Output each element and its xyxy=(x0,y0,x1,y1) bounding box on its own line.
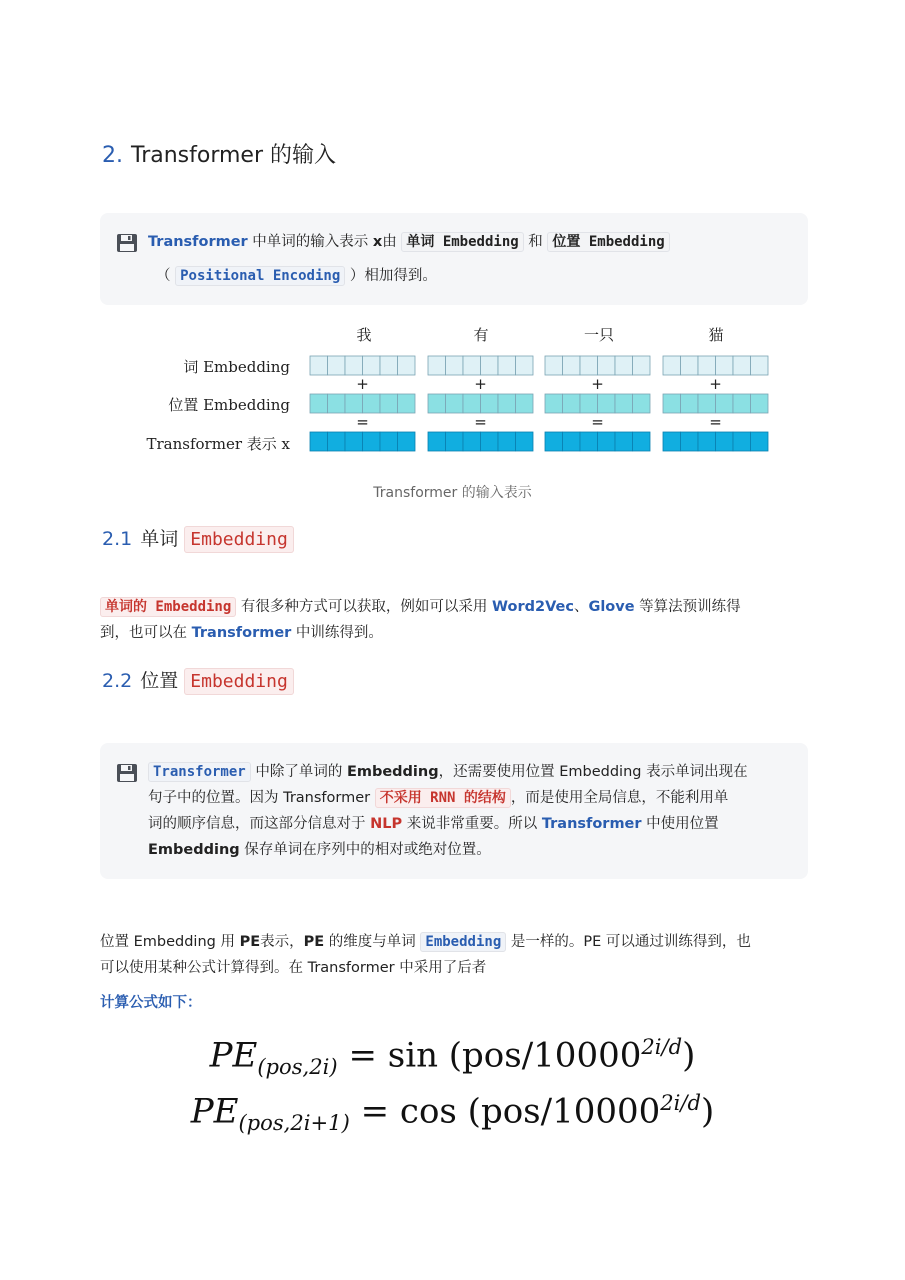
embedding-cell xyxy=(516,394,534,413)
code-position-embedding: 位置 Embedding xyxy=(547,232,669,252)
subheading-title: 位置 xyxy=(140,670,179,692)
term-transformer: Transformer xyxy=(541,816,642,832)
figure-label-word-embedding: 词 Embedding xyxy=(183,358,290,376)
embedding-cell xyxy=(545,432,563,451)
text: 等算法预训练得 xyxy=(634,599,741,615)
equals-operator: = xyxy=(356,413,369,431)
embedding-cell xyxy=(580,356,598,375)
embedding-cell xyxy=(615,432,633,451)
embedding-cell xyxy=(446,432,464,451)
embedding-cell xyxy=(345,356,363,375)
text: 中训练得到。 xyxy=(291,625,383,641)
embedding-cell xyxy=(363,394,381,413)
embedding-cell xyxy=(463,394,481,413)
embedding-cell xyxy=(328,394,346,413)
formula-term: PE xyxy=(190,1091,239,1132)
figure-caption: Transformer 的输入表示 xyxy=(373,485,532,501)
figure-word-2: 有 xyxy=(473,326,489,344)
paragraph-word-embedding xyxy=(100,594,741,646)
text: 保存单词在序列中的相对或绝对位置。 xyxy=(239,842,491,858)
code-word-embedding-red: 单词的 Embedding xyxy=(100,597,236,617)
text: 有很多种方式可以获取，例如可以采用 xyxy=(236,599,493,615)
embedding-cell xyxy=(716,432,734,451)
embedding-cell xyxy=(615,394,633,413)
embedding-cell xyxy=(380,432,398,451)
embedding-cell xyxy=(563,356,581,375)
formula-sin xyxy=(0,1034,905,1079)
embedding-cell xyxy=(516,432,534,451)
embedding-cell xyxy=(428,432,446,451)
embedding-cell xyxy=(328,356,346,375)
embedding-cell xyxy=(310,432,328,451)
figure-cells xyxy=(310,356,768,451)
callout2-line xyxy=(148,837,748,863)
code-embedding: Embedding xyxy=(420,932,506,952)
embedding-cell xyxy=(516,356,534,375)
embedding-cell xyxy=(545,394,563,413)
embedding-cell xyxy=(345,432,363,451)
term-nlp: NLP xyxy=(370,816,403,832)
text: （ xyxy=(156,268,176,284)
embedding-cell xyxy=(481,356,499,375)
text: 、 xyxy=(573,599,589,615)
embedding-cell xyxy=(580,394,598,413)
embedding-cell xyxy=(563,394,581,413)
term-glove: Glove xyxy=(588,599,635,615)
code-embedding: Embedding xyxy=(184,526,294,553)
para-line: 可以使用某种公式计算得到。在 Transformer 中采用了后者 xyxy=(100,960,487,976)
embedding-cell xyxy=(633,356,651,375)
embedding-cell xyxy=(733,432,751,451)
embedding-cell xyxy=(698,356,716,375)
embedding-cell xyxy=(328,432,346,451)
formula-superscript: 2i/d xyxy=(641,1034,683,1059)
plus-operator: + xyxy=(591,375,604,393)
paragraph-pe xyxy=(100,929,751,981)
code-embedding: Embedding xyxy=(184,668,294,695)
embedding-cell xyxy=(663,394,681,413)
code-no-rnn: 不采用 RNN 的结构 xyxy=(375,788,511,808)
embedding-cell xyxy=(498,356,516,375)
embedding-figure xyxy=(140,318,790,463)
embedding-cell xyxy=(633,432,651,451)
para-line xyxy=(100,929,751,955)
embedding-cell xyxy=(698,432,716,451)
subheading-title: 单词 xyxy=(140,528,179,550)
embedding-cell xyxy=(563,432,581,451)
embedding-cell xyxy=(310,356,328,375)
term-pe: PE xyxy=(303,934,325,950)
formula-cos xyxy=(0,1090,905,1135)
text: 中单词的输入表示 xyxy=(247,234,373,250)
subheading-number: 2.1 xyxy=(102,528,133,550)
equals-operator: = xyxy=(591,413,604,431)
text: 和 xyxy=(523,234,548,250)
code-positional-encoding: Positional Encoding xyxy=(175,266,345,286)
embedding-cell xyxy=(398,394,416,413)
embedding-cell xyxy=(363,432,381,451)
equals-operator: = xyxy=(474,413,487,431)
text: 词的顺序信息，而这部分信息对于 xyxy=(148,816,371,832)
embedding-cell xyxy=(751,394,769,413)
text: 中除了单词的 xyxy=(250,764,347,780)
embedding-cell xyxy=(428,394,446,413)
text: 表示， xyxy=(260,934,304,950)
text: 中使用位置 xyxy=(641,816,719,832)
code-transformer: Transformer xyxy=(148,762,251,782)
callout2-line xyxy=(148,785,748,811)
text: ，而是使用全局信息，不能利用单 xyxy=(510,790,729,806)
callout2-line xyxy=(148,811,748,837)
embedding-cell xyxy=(463,432,481,451)
para-line xyxy=(100,620,741,646)
embedding-cell xyxy=(481,432,499,451)
callout1-line1 xyxy=(148,229,670,256)
embedding-cell xyxy=(663,356,681,375)
figure-word-1: 我 xyxy=(356,326,372,344)
embedding-cell xyxy=(380,356,398,375)
term-transformer: Transformer xyxy=(191,625,292,641)
callout-transformer-input xyxy=(100,213,808,305)
embedding-cell xyxy=(598,394,616,413)
heading-title: Transformer 的输入 xyxy=(131,143,337,168)
embedding-cell xyxy=(615,356,633,375)
formula-superscript: 2i/d xyxy=(660,1090,701,1115)
figure-label-position-embedding: 位置 Embedding xyxy=(168,396,290,414)
embedding-cell xyxy=(716,394,734,413)
embedding-cell xyxy=(380,394,398,413)
heading-number: 2. xyxy=(102,143,123,168)
text: 位置 Embedding 用 xyxy=(100,934,240,950)
embedding-cell xyxy=(580,432,598,451)
term-embedding: Embedding xyxy=(148,842,240,858)
formula-label: 计算公式如下： xyxy=(100,995,202,1011)
embedding-cell xyxy=(481,394,499,413)
embedding-cell xyxy=(463,356,481,375)
text: 是一样的。PE 可以通过训练得到，也 xyxy=(506,934,751,950)
embedding-cell xyxy=(310,394,328,413)
embedding-cell xyxy=(681,394,699,413)
para-line xyxy=(100,594,741,620)
formula-paren: ) xyxy=(701,1091,715,1132)
plus-operator: + xyxy=(356,375,369,393)
text: ）相加得到。 xyxy=(345,268,437,284)
term-transformer: Transformer xyxy=(148,234,248,250)
code-word-embedding: 单词 Embedding xyxy=(401,232,523,252)
callout-position-embedding xyxy=(100,743,808,879)
formula-paren: ) xyxy=(682,1035,696,1076)
term-x: x xyxy=(372,234,383,250)
embedding-cell xyxy=(681,432,699,451)
text: 的维度与单词 xyxy=(324,934,421,950)
formula-subscript: (pos,2i) xyxy=(257,1054,338,1080)
callout2-text xyxy=(148,759,748,863)
text: 句子中的位置。因为 Transformer xyxy=(148,790,375,806)
plus-operator: + xyxy=(474,375,487,393)
embedding-cell xyxy=(446,356,464,375)
embedding-cell xyxy=(545,356,563,375)
figure-label-transformer: Transformer 表示 x xyxy=(146,435,290,453)
term-pe: PE xyxy=(239,934,261,950)
equals-operator: = xyxy=(709,413,722,431)
embedding-cell xyxy=(345,394,363,413)
embedding-cell xyxy=(398,356,416,375)
formula-term: PE xyxy=(209,1035,258,1076)
embedding-cell xyxy=(698,394,716,413)
section-heading xyxy=(102,138,336,169)
subheading-number: 2.2 xyxy=(102,670,133,692)
text: 由 xyxy=(382,234,402,250)
figure-word-4: 猫 xyxy=(708,326,724,344)
embedding-cell xyxy=(733,356,751,375)
subheading-2-2 xyxy=(102,666,294,693)
embedding-cell xyxy=(716,356,734,375)
embedding-cell xyxy=(663,432,681,451)
formula-body: = cos (pos/10000 xyxy=(349,1091,661,1132)
embedding-cell xyxy=(363,356,381,375)
embedding-cell xyxy=(598,356,616,375)
text: 到，也可以在 xyxy=(100,625,192,641)
embedding-cell xyxy=(633,394,651,413)
plus-operator: + xyxy=(709,375,722,393)
text: 来说非常重要。所以 xyxy=(402,816,542,832)
embedding-cell xyxy=(681,356,699,375)
callout2-line xyxy=(148,759,748,785)
text: ，还需要使用位置 Embedding 表示单词出现在 xyxy=(438,764,748,780)
embedding-cell xyxy=(498,394,516,413)
embedding-cell xyxy=(498,432,516,451)
subheading-2-1 xyxy=(102,524,294,551)
embedding-cell xyxy=(398,432,416,451)
term-word2vec: Word2Vec xyxy=(492,599,574,615)
embedding-cell xyxy=(733,394,751,413)
figure-word-3: 一只 xyxy=(583,326,615,344)
embedding-cell xyxy=(751,432,769,451)
formula-body: = sin (pos/10000 xyxy=(337,1035,642,1076)
embedding-cell xyxy=(446,394,464,413)
term-embedding: Embedding xyxy=(346,764,439,780)
floppy-disk-icon xyxy=(116,763,138,783)
callout1-line2 xyxy=(156,263,437,290)
formula-subscript: (pos,2i+1) xyxy=(238,1110,350,1136)
embedding-cell xyxy=(751,356,769,375)
embedding-cell xyxy=(428,356,446,375)
floppy-disk-icon xyxy=(116,233,138,253)
embedding-cell xyxy=(598,432,616,451)
